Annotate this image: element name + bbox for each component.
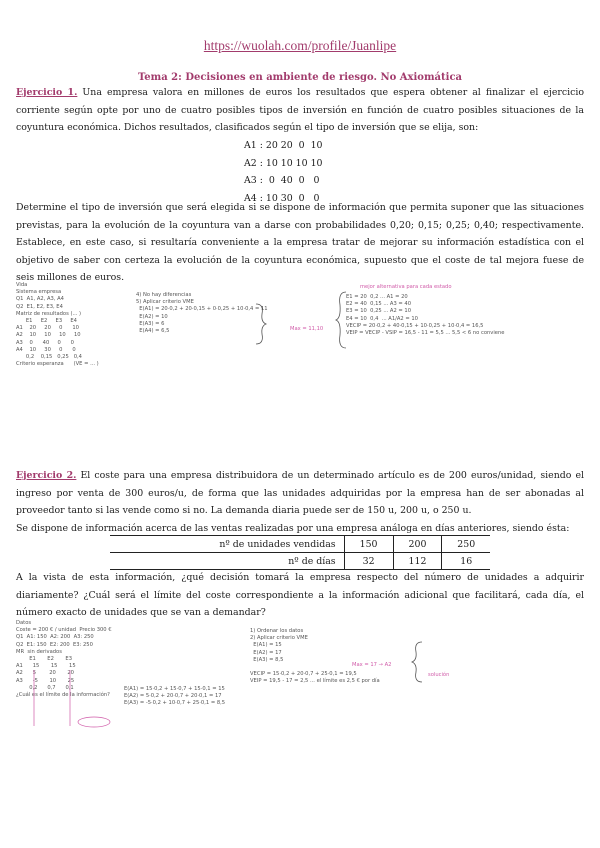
handwritten-notes-1-mid: 4) No hay diferencias 5) Aplicar criterio VME E(A1) = 20·0,2 + 20·0,15 + 0·0,25 + 10·0,4 = 11 E(A2) = 10 E(A3) = 6 E(A4) = 6,5 (136, 292, 268, 335)
exercise-2-text: El coste para una empresa distribuidora de un determinado artículo es de 200 euros/unidad, siendo el ingreso por venta de 300 euros/u, de forma que las unidades adquiridas por la empresa han de ser abonadas al proveedor tanto si las vende como si no. La demanda diaria puede ser de 150 u, 200 u, o 250 u. (16, 470, 585, 517)
handwritten-notes-2-right: 1) Ordenar los datos 2) Aplicar criterio VME E(A1) = 15 E(A2) = 17 E(A3) = 8,5 VECIP = 15·0,2 + 20·0,7 + 25·0,1 = 19,5 VEIP = 19,5 - 17 = 2,5 ... el límite es 2,5 € por día (250, 628, 380, 685)
sales-table (110, 535, 490, 570)
brace-mark (334, 290, 348, 350)
page-title: Tema 2: Decisiones en ambiente de riesgo. No Axiomática (137, 72, 463, 83)
table-cell: 150 (344, 536, 393, 553)
handwritten-notes-1-left: Vida Sistema empresa Q1 A1, A2, A3, A4 Q2 E1, E2, E3, E4 Matriz de resultados (... ) E1 E2 E3 E4 A1 20 20 0 10 A2 10 10 10 10 A3 0 40 0 0 A4 10 30 0 0 0,2 0,15 0,25 0,4 Criterio esperanza (VE = ... ) (16, 282, 99, 368)
handwritten-note-2-max: Max = 17 → A2 (352, 662, 392, 668)
brace-mark (254, 302, 268, 346)
table-cell: 32 (344, 553, 393, 570)
handwritten-notes-2-mid: E(A1) = 15·0,2 + 15·0,7 + 15·0,1 = 15 E(A2) = 5·0,2 + 20·0,7 + 20·0,1 = 17 E(A3) = -5·0,2 + 10·0,7 + 25·0,1 = 8,5 (124, 686, 226, 707)
handwritten-notes-2-left: Datos Coste = 200 € / unidad Precio 300 € Q1 A1: 150 A2: 200 A3: 250 Q2 E1: 150 E2: 200 E3: 250 MR sin derivados E1 E2 E3 A1 15 15 15 A2 5 20 20 A3 -5 10 25 0,2 0,7 0,1 ¿Cuál es el límite de la información? (16, 620, 112, 699)
table-header-cell: nº de días (110, 553, 344, 570)
table-row (110, 553, 490, 570)
exercise-1-intro (16, 84, 584, 137)
payoff-rows (244, 137, 323, 207)
table-cell: 112 (393, 553, 442, 570)
table-row (110, 536, 490, 553)
exercise-2-info: Se dispone de información acerca de las ventas realizadas por una empresa análoga en días anteriores, siendo ésta: (16, 523, 570, 534)
exercise-1-question: Determine el tipo de inversión que será elegida si se dispone de información que permita suponer que las situaciones previstas, para la evolución de la coyuntura van a darse con probabilidades 0,20; 0,15; 0,25; 0,40; respectivamente. Establece, en este caso, si resultaría conveniente a la empresa tratar de mejorar su información estadística con el objetivo de saber con certeza la evolución de la coyuntura económica, supuesto que el coste de tal mejora fuese de seis millones de euros. (16, 202, 584, 284)
payoff-row: A2 : 10 10 10 10 (244, 157, 323, 169)
payoff-row: A3 : 0 40 0 0 (244, 175, 320, 187)
exercise-1-text: Una empresa valora en millones de euros los resultados que espera obtener al finalizar el ejercicio corriente según opte por uno de cuatro posibles tipos de inversión en función de cuatro posibles situaciones de la coyuntura económica. Dichos resultados, clasificados según el tipo de inversión que se elija, son: (16, 87, 584, 134)
table-cell: 250 (442, 536, 490, 553)
handwritten-note-1-label: mejor alternativa para cada estado (360, 284, 452, 290)
handwritten-note-1-max: Max = 11,10 (290, 326, 324, 332)
payoff-row: A1 : 20 20 0 10 (244, 140, 323, 151)
profile-link[interactable]: https://wuolah.com/profile/Juanlipe (203, 38, 397, 53)
table-cell: 200 (393, 536, 442, 553)
payoff-row: A4 : 10 30 0 0 (244, 192, 320, 204)
annotation-marks (30, 660, 120, 730)
table-header-cell: nº de unidades vendidas (110, 536, 344, 553)
table-cell: 16 (442, 553, 490, 570)
exercise-2-label: Ejercicio 2. (16, 470, 77, 481)
brace-mark (410, 640, 424, 684)
exercise-2-intro (16, 467, 584, 520)
handwritten-note-2-label: solución (428, 672, 450, 678)
exercise-1-label: Ejercicio 1. (16, 87, 78, 98)
exercise-2-question: A la vista de esta información, ¿qué decisión tomará la empresa respecto del número de unidades a adquirir diariamente? ¿Cuál será el límite del coste correspondiente a la información adicional que facilitará, cada día, el número exacto de unidades que se van a demandar? (16, 572, 584, 619)
handwritten-notes-1-right: E1 = 20 0,2 ... A1 = 20 E2 = 40 0,15 ... A3 = 40 E3 = 10 0,25 ... A2 = 10 E4 = 10 0,4 ... A1/A2 = 10 VECIP = 20·0,2 + 40·0,15 + 10·0,25 + 10·0,4 = 16,5 VEIP = VECIP - VSIP = 16,5 - 11 = 5,5 ... 5,5 < 6 no conviene (346, 294, 505, 337)
